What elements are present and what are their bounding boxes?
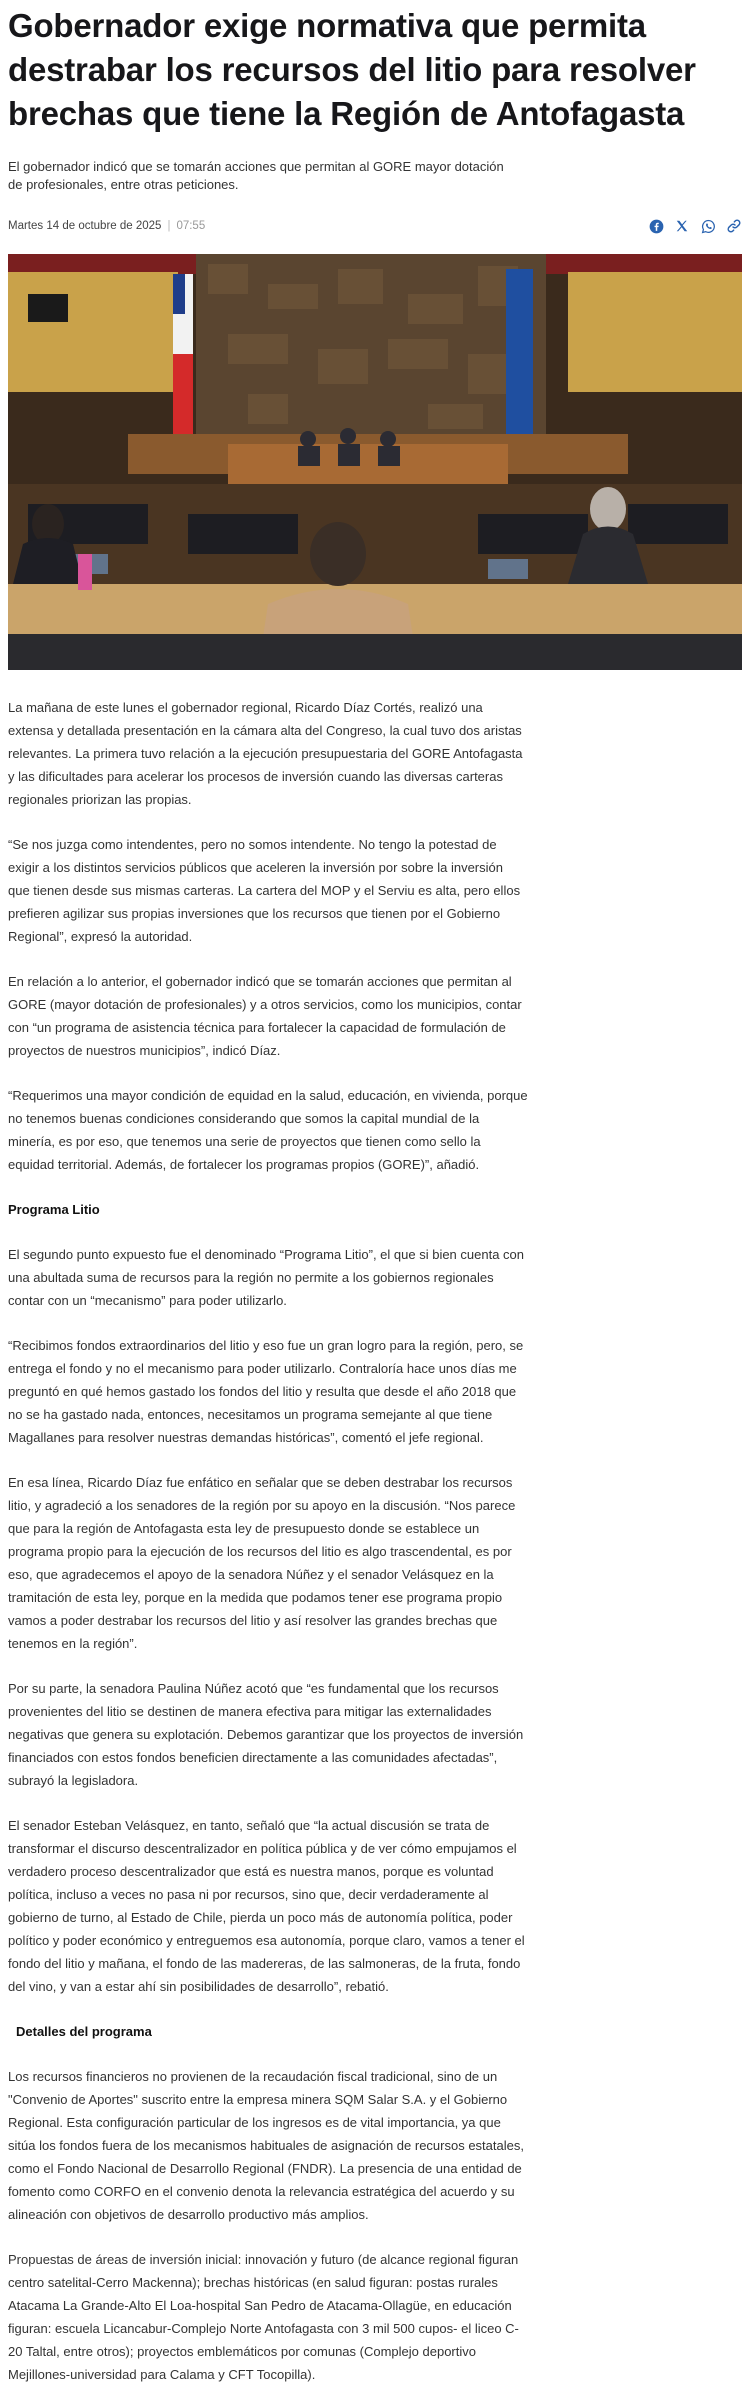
paragraph: “Recibimos fondos extraordinarios del litio y eso fue un gran logro para la región, pero, se entrega el fondo y no el mecanismo para poder utilizarlo. Contraloría hace unos días me preguntó en qué hemos gastado los fondos del litio y resulta que desde el año 2018 que no se ha gastado nada, entonces, necesitamos un programa semejante al que tiene Magallanes para resolver nuestras demandas históricas”, comentó el jefe regional.	[8, 1338, 524, 1445]
share-bar	[648, 218, 742, 234]
date-line	[8, 220, 205, 232]
article-time: 07:55	[176, 220, 206, 232]
article-meta	[8, 216, 742, 236]
whatsapp-icon[interactable]	[700, 218, 716, 234]
x-icon[interactable]	[674, 218, 690, 234]
section-heading-programa-litio: Programa Litio	[8, 1202, 100, 1217]
article-title: Gobernador exige normativa que permita destrabar los recursos del litio para resolver brechas que tiene la Región de Antofagasta	[8, 7, 696, 132]
paragraph: En esa línea, Ricardo Díaz fue enfático en señalar que se deben destrabar los recursos litio, y agradeció a los senadores de la región por su apoyo en la discusión. “Nos parece que para la región de Antofagasta esta ley de presupuesto donde se establece un programa propio para la ejecución de los recursos del litio es algo trascendental, es por eso, que agradecemos el apoyo de la senadora Núñez y el senador Velásquez en la tramitación de esta ley, porque en la medida que podamos tener ese programa propio vamos a poder destrabar los recursos del litio y así resolver las grandes brechas que tenemos en la región”.	[8, 1475, 516, 1651]
paragraph: En relación a lo anterior, el gobernador indicó que se tomarán acciones que permitan al GORE (mayor dotación de profesionales) y a otros servicios, como los municipios, contar con “un programa de asistencia técnica para fortalecer la capacidad de formulación de proyectos de nuestros municipios”, indicó Díaz.	[8, 974, 522, 1058]
paragraph: La mañana de este lunes el gobernador regional, Ricardo Díaz Cortés, realizó una extensa y detallada presentación en la cámara alta del Congreso, la cual tuvo dos aristas relevantes. La primera tuvo relación a la ejecución presupuestaria del GORE Antofagasta y las dificultades para acelerar los procesos de inversión cuando las diversas carteras regionales priorizan las propias.	[8, 700, 523, 807]
section-heading-detalles: Detalles del programa	[16, 2024, 152, 2039]
paragraph: “Requerimos una mayor condición de equidad en la salud, educación, en vivienda, porque no tenemos buenas condiciones considerando que somos la capital mundial de la minería, es por eso, que tenemos una serie de proyectos que tienen como sello la equidad territorial. Además, de fortalecer los programas propios (GORE)”, añadió.	[8, 1088, 528, 1172]
paragraph: Los recursos financieros no provienen de la recaudación fiscal tradicional, sino de un "Convenio de Aportes" suscrito entre la empresa minera SQM Salar S.A. y el Gobierno Regional. Esta configuración particular de los ingresos es de vital importancia, ya que sitúa los fondos fuera de los mecanismos habituales de asignación de recursos estatales, como el Fondo Nacional de Desarrollo Regional (FNDR). La presencia de una entidad de fomento como CORFO en el convenio denota la relevancia estratégica del acuerdo y su alineación con objetivos de desarrollo productivo más amplios.	[8, 2069, 524, 2222]
article-container	[0, 4, 750, 2386]
paragraph: Propuestas de áreas de inversión inicial: innovación y futuro (de alcance regional figuran centro satelital-Cerro Mackenna); brechas históricas (en salud figuran: postas rurales Atacama La Grande-Alto El Loa-hospital San Pedro de Atacama-Ollagüe, en educación figuran: escuela Licancabur-Complejo Norte Antofagasta con 3 mil 500 cupos- el liceo C-20 Taltal, entre otros); proyectos emblemáticos por comunas (Complejo deportivo Mejillones-universidad para Calama y CFT Tocopilla).	[8, 2252, 519, 2382]
article-body	[8, 696, 528, 2386]
paragraph: El segundo punto expuesto fue el denominado “Programa Litio”, el que si bien cuenta con una abultada suma de recursos para la región no permite a los gobiernos regionales contar con un “mecanismo” para poder utilizarlo.	[8, 1247, 525, 1308]
link-icon[interactable]	[726, 218, 742, 234]
facebook-icon[interactable]	[648, 218, 664, 234]
paragraph: Por su parte, la senadora Paulina Núñez acotó que “es fundamental que los recursos provenientes del litio se destinen de manera efectiva para mitigar las externalidades negativas que genera su explotación. Debemos garantizar que los proyectos de inversión financiados con estos fondos beneficien directamente a las comunidades afectadas”, subrayó la legisladora.	[8, 1681, 524, 1788]
article-date: Martes 14 de octubre de 2025	[8, 220, 162, 232]
senate-session-photo	[8, 254, 742, 670]
paragraph: El senador Esteban Velásquez, en tanto, señaló que “la actual discusión se trata de transformar el discurso descentralizador en política pública y de ver cómo empujamos el verdadero proceso descentralizador que está es nuestra manos, porque es voluntad política, incluso a veces no pasa ni por recursos, sino que, decir verdaderamente al gobierno de turno, al Estado de Chile, pierda un poco más de autonomía política, poder político y poder económico y entreguemos esa autonomía, porque claro, vamos a tener el fondo del litio y mañana, el fondo de las madereras, de las salmoneras, de la fruta, fondo del vino, y van a estar ahí sin posibilidades de desarrollo”, rebatió.	[8, 1818, 525, 1994]
meta-separator: |	[167, 220, 171, 232]
paragraph: “Se nos juzga como intendentes, pero no somos intendente. No tengo la potestad de exigir a los distintos servicios públicos que aceleren la inversión por sobre la inversión que tienen desde sus mismas carteras. La cartera del MOP y el Serviu es alta, pero ellos prefieren agilizar sus propias inversiones que los recursos que tienen por el Gobierno Regional”, expresó la autoridad.	[8, 837, 521, 944]
article-lead: El gobernador indicó que se tomarán acciones que permitan al GORE mayor dotación de profesionales, entre otras peticiones.	[8, 159, 504, 192]
